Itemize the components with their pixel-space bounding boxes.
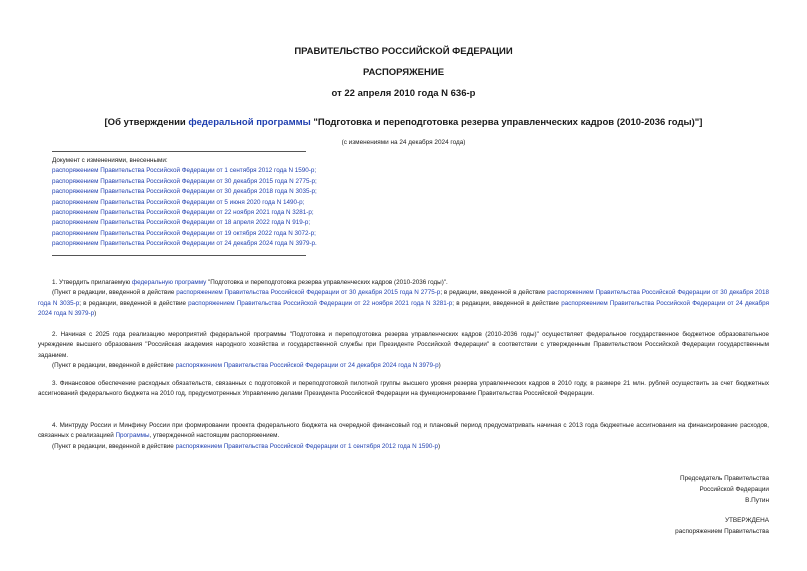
approval-title: УТВЕРЖДЕНА: [724, 517, 769, 524]
p4-pre: 4. Минтруду России и Минфину России при формировании проекта федерального бюджета на очередной финансовый год и плановый период предусматривать начиная с 2013 года бюджетные ассигнования на финансирование расходов, связанных с реализацией: [38, 422, 769, 440]
signature-block: [680, 474, 769, 506]
paragraph-4: [38, 421, 769, 452]
change-link[interactable]: распоряжением Правительства Российской Федерации от 5 июня 2020 года N 1490-р;: [52, 198, 305, 206]
paragraph-1-note: [38, 288, 769, 319]
amendment-link[interactable]: распоряжением Правительства Российской Федерации от 24 декабря 2024 года N 3979-р: [175, 362, 439, 370]
paragraph-2: [38, 330, 769, 372]
paragraph-2-text: 2. Начиная с 2025 года реализацию мероприятий федеральной программы "Подготовка и переподготовка резерва управленческих кадров (2010-2036 годы)" осуществляет федеральное государственное бюджетное образовательное учреждение высшего образования "Российская академия народного хозяйства и государственной службы при Президенте Российской Федерации" в соответствии с утвержденным Правительством Российской Федерации государственным заданием.: [38, 331, 769, 359]
title-program-link[interactable]: федеральной программы: [188, 117, 311, 128]
program-link[interactable]: Программы: [115, 432, 150, 440]
approval-block: [675, 516, 769, 538]
paragraph-3: [38, 379, 769, 400]
title-rest: "Подготовка и переподготовка резерва управленческих кадров (2010-2036 годы)"]: [310, 117, 703, 128]
amendment-link[interactable]: распоряжением Правительства Российской Федерации от 30 декабря 2015 года N 2775-р: [176, 289, 441, 297]
changes-block: [52, 156, 317, 250]
note-end: ): [438, 362, 441, 370]
approval-source: распоряжением Правительства: [675, 527, 769, 535]
signature-country: Российской Федерации: [699, 485, 769, 493]
paragraph-1-text: [38, 278, 769, 288]
document-type: РАСПОРЯЖЕНИЕ: [362, 67, 445, 78]
note-mid: ; в редакции, введенной в действие: [440, 289, 548, 297]
change-link[interactable]: распоряжением Правительства Российской Федерации от 1 сентября 2012 года N 1590-р;: [52, 167, 317, 175]
change-link[interactable]: распоряжением Правительства Российской Федерации от 30 декабря 2015 года N 2775-р;: [52, 177, 317, 185]
note-mid: ; в редакции, введенной в действие: [452, 299, 562, 307]
change-link[interactable]: распоряжением Правительства Российской Федерации от 18 апреля 2022 года N 919-р;: [52, 219, 311, 227]
note-end: ): [94, 310, 97, 318]
changes-intro: Документ с изменениями, внесенными:: [52, 157, 168, 164]
note-pre: (Пункт в редакции, введенной в действие: [52, 442, 176, 450]
change-link[interactable]: распоряжением Правительства Российской Федерации от 30 декабря 2018 года N 3035-р;: [52, 188, 317, 196]
document-date-number: от 22 апреля 2010 года N 636-р: [331, 88, 476, 99]
p4-post: , утвержденной настоящим распоряжением.: [149, 432, 280, 440]
program-link[interactable]: федеральную программу: [131, 279, 207, 286]
note-pre: (Пункт в редакции, введенной в действие: [52, 362, 176, 370]
change-link[interactable]: распоряжением Правительства Российской Федерации от 22 ноября 2021 года N 3281-р;: [52, 209, 314, 217]
amendment-link[interactable]: распоряжением Правительства Российской Федерации от 22 ноября 2021 года N 3281-р: [188, 299, 453, 307]
title-open: [Об утверждении: [104, 117, 189, 128]
note-pre: (Пункт в редакции, введенной в действие: [52, 289, 177, 297]
paragraph-2-note: [38, 361, 769, 371]
change-link[interactable]: распоряжением Правительства Российской Федерации от 19 октября 2022 года N 3072-р;: [52, 229, 316, 237]
paragraph-3-text: 3. Финансовое обеспечение расходных обязательств, связанных с подготовкой и переподготовкой пилотной группы высшего уровня резерва управленческих кадров в 2010 году, в размере 21 млн. рублей осуществить за счет бюджетных ассигнований федерального бюджета на 2010 год, предусмотренных Управлению делами Президента Российской Федерации на функционирование Правительства Российской Федерации.: [38, 380, 769, 398]
amendment-link[interactable]: распоряжением Правительства Российской Федерации от 30 декабря 2018 года N 3035-р: [38, 289, 769, 307]
amendment-link[interactable]: распоряжением Правительства Российской Федерации от 1 сентября 2012 года N 1590-р: [175, 442, 438, 450]
p1-pre: 1. Утвердить прилагаемую: [52, 279, 132, 286]
note-mid: ; в редакции, введенной в действие: [79, 299, 189, 307]
signature-position: Председатель Правительства: [680, 475, 769, 482]
change-link[interactable]: распоряжением Правительства Российской Федерации от 24 декабря 2024 года N 3979-р.: [52, 240, 317, 248]
paragraph-1: [38, 278, 769, 320]
amendment-link[interactable]: распоряжением Правительства Российской Федерации от 24 декабря 2024 года N 3979-р: [38, 299, 769, 318]
government-name: ПРАВИТЕЛЬСТВО РОССИЙСКОЙ ФЕДЕРАЦИИ: [294, 46, 513, 57]
note-end: ): [437, 442, 441, 450]
changes-top-divider: [52, 151, 306, 152]
revision-status: (с изменениями на 24 декабря 2024 года): [341, 139, 466, 146]
p1-mid: "Подготовка и переподготовка резерва управленческих кадров (2010-2036 годы)".: [206, 279, 448, 286]
paragraph-4-note: [38, 442, 769, 452]
document-title: [0, 117, 807, 128]
signature-name: В.Путин: [745, 496, 769, 504]
paragraph-4-text: [38, 421, 769, 442]
changes-bottom-divider: [52, 255, 306, 256]
